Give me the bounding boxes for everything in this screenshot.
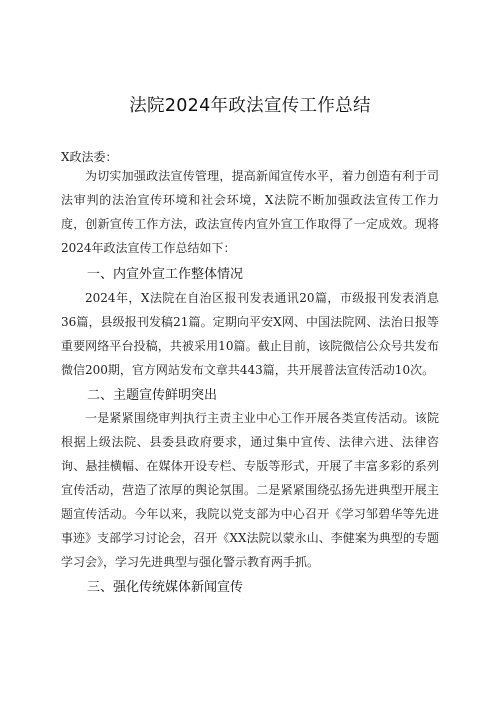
section-heading-3: 三、强化传统媒体新闻宣传 [87,580,244,595]
section-body-2: 一是紧紧围绕审判执行主责主业中心工作开展各类宣传活动。该院根据上级法院、县委县政府要求，通过集中宣传、法律六进、法律咨询、悬挂横幅、在媒体开设专栏、专版等形式，开展了丰富多彩的系列宣传活动，营造了浓厚的舆论氛围。二是紧紧围绕弘扬先进典型开展主题宣传活动。今年以来，我院以党支部为中心召开《学习邹碧华等先进事迹》支部学习讨论会，召开《XX法院以蒙永山、李健案为典型的专题学习会》，学习先进典型与强化警示教育两手抓。 [61,411,439,569]
section-heading-2: 二、主题宣传鲜明突出 [87,388,218,403]
section-heading-1: 一、内宣外宣工作整体情况 [87,267,244,282]
section-body-1: 2024年，X法院在自治区报刊发表通讯20篇，市级报刊发表消息36篇，县级报刊发稿21篇。定期向平安X网、中国法院网、法治日报等重要网络平台投稿，共被采用10篇。截止目前，该院微信公众号共发布微信200期，官方网站发布文章共443篇，共开展普法宣传活动10次。 [61,291,439,377]
document-title: 法院2024年政法宣传工作总结 [129,96,371,116]
intro-paragraph: 为切实加强政法宣传管理，提高新闻宣传水平，着力创造有利于司法审判的法治宣传环境和社会环境，X法院不断加强政法宣传工作力度，创新宣传工作方法，政法宣传内宣外宣工作取得了一定成效。现将2024年政法宣传工作总结如下： [61,169,439,255]
salutation: X政法委： [61,150,118,164]
